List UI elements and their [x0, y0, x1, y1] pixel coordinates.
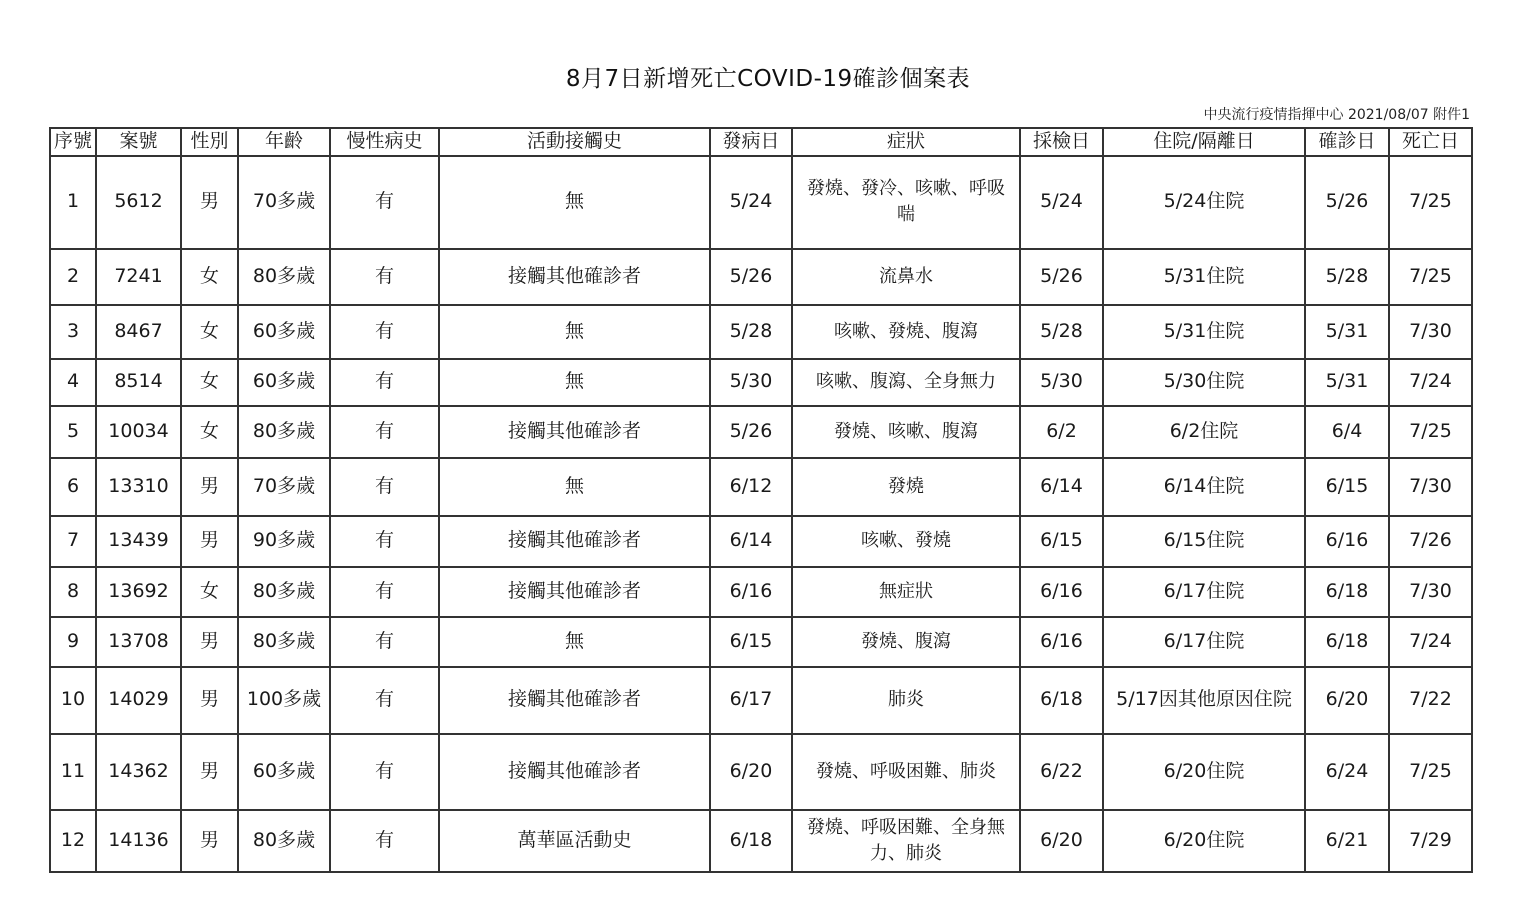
- cell-contact: 無: [439, 617, 710, 667]
- cell-death: 7/25: [1389, 734, 1472, 810]
- cell-onset: 6/12: [710, 458, 792, 516]
- header-hospital: 住院/隔離日: [1103, 128, 1305, 156]
- cell-death: 7/26: [1389, 516, 1472, 567]
- cell-chronic: 有: [330, 249, 439, 305]
- cell-seq: 3: [50, 305, 96, 359]
- cell-confirmed: 5/31: [1305, 359, 1389, 406]
- cell-age: 70多歲: [238, 156, 330, 249]
- cell-chronic: 有: [330, 359, 439, 406]
- cell-symptoms: 發燒、腹瀉: [792, 617, 1020, 667]
- cell-case-no: 10034: [96, 406, 181, 458]
- cell-sampling: 6/20: [1020, 810, 1103, 872]
- cell-sampling: 6/16: [1020, 617, 1103, 667]
- cell-sampling: 5/24: [1020, 156, 1103, 249]
- cell-symptoms: 發燒、呼吸困難、全身無力、肺炎: [792, 810, 1020, 872]
- cell-case-no: 14136: [96, 810, 181, 872]
- cell-onset: 5/30: [710, 359, 792, 406]
- cell-sampling: 6/16: [1020, 567, 1103, 617]
- cell-onset: 5/26: [710, 406, 792, 458]
- cell-seq: 12: [50, 810, 96, 872]
- cell-death: 7/25: [1389, 406, 1472, 458]
- cell-chronic: 有: [330, 734, 439, 810]
- cell-confirmed: 6/21: [1305, 810, 1389, 872]
- cell-death: 7/30: [1389, 458, 1472, 516]
- header-case-no: 案號: [96, 128, 181, 156]
- cell-sex: 女: [181, 359, 238, 406]
- cell-hospital: 5/24住院: [1103, 156, 1305, 249]
- cell-symptoms: 發燒: [792, 458, 1020, 516]
- cell-case-no: 13310: [96, 458, 181, 516]
- table-row: [50, 156, 1472, 249]
- table-row: [50, 516, 1472, 567]
- cell-seq: 5: [50, 406, 96, 458]
- cell-hospital: 6/17住院: [1103, 567, 1305, 617]
- cell-sex: 男: [181, 810, 238, 872]
- cell-death: 7/30: [1389, 305, 1472, 359]
- cell-hospital: 6/2住院: [1103, 406, 1305, 458]
- cell-symptoms: 無症狀: [792, 567, 1020, 617]
- cell-sex: 男: [181, 516, 238, 567]
- cell-chronic: 有: [330, 406, 439, 458]
- cell-contact: 接觸其他確診者: [439, 249, 710, 305]
- cell-sampling: 6/18: [1020, 667, 1103, 734]
- cell-age: 80多歲: [238, 617, 330, 667]
- cell-symptoms: 咳嗽、發燒: [792, 516, 1020, 567]
- cell-symptoms: 發燒、咳嗽、腹瀉: [792, 406, 1020, 458]
- cell-death: 7/29: [1389, 810, 1472, 872]
- cell-sex: 女: [181, 406, 238, 458]
- cell-chronic: 有: [330, 156, 439, 249]
- table-row: [50, 305, 1472, 359]
- cell-contact: 無: [439, 359, 710, 406]
- cell-seq: 2: [50, 249, 96, 305]
- cell-chronic: 有: [330, 810, 439, 872]
- cell-sex: 男: [181, 156, 238, 249]
- cell-age: 70多歲: [238, 458, 330, 516]
- cell-contact: 無: [439, 305, 710, 359]
- table-row: [50, 810, 1472, 872]
- cell-confirmed: 6/18: [1305, 567, 1389, 617]
- cell-chronic: 有: [330, 667, 439, 734]
- cell-age: 100多歲: [238, 667, 330, 734]
- death-cases-table: [49, 127, 1473, 873]
- cell-confirmed: 5/28: [1305, 249, 1389, 305]
- cell-death: 7/30: [1389, 567, 1472, 617]
- cell-case-no: 8514: [96, 359, 181, 406]
- cell-contact: 接觸其他確診者: [439, 667, 710, 734]
- cell-hospital: 6/20住院: [1103, 810, 1305, 872]
- cell-sex: 男: [181, 667, 238, 734]
- cell-hospital: 5/17因其他原因住院: [1103, 667, 1305, 734]
- cell-chronic: 有: [330, 458, 439, 516]
- cell-symptoms: 咳嗽、腹瀉、全身無力: [792, 359, 1020, 406]
- cell-age: 80多歲: [238, 406, 330, 458]
- cell-hospital: 5/30住院: [1103, 359, 1305, 406]
- cell-onset: 6/17: [710, 667, 792, 734]
- header-sex: 性別: [181, 128, 238, 156]
- header-contact: 活動接觸史: [439, 128, 710, 156]
- document-title: 8月7日新增死亡COVID-19確診個案表: [565, 66, 971, 92]
- cell-sampling: 6/15: [1020, 516, 1103, 567]
- header-sampling: 採檢日: [1020, 128, 1103, 156]
- cell-contact: 接觸其他確診者: [439, 734, 710, 810]
- cell-contact: 接觸其他確診者: [439, 567, 710, 617]
- cell-seq: 4: [50, 359, 96, 406]
- cell-age: 80多歲: [238, 810, 330, 872]
- cell-confirmed: 6/15: [1305, 458, 1389, 516]
- cell-chronic: 有: [330, 305, 439, 359]
- cell-sex: 男: [181, 458, 238, 516]
- cell-case-no: 13692: [96, 567, 181, 617]
- cell-confirmed: 6/16: [1305, 516, 1389, 567]
- header-symptoms: 症狀: [792, 128, 1020, 156]
- cell-chronic: 有: [330, 617, 439, 667]
- header-confirmed: 確診日: [1305, 128, 1389, 156]
- cell-case-no: 7241: [96, 249, 181, 305]
- cell-onset: 6/18: [710, 810, 792, 872]
- cell-onset: 6/14: [710, 516, 792, 567]
- cell-age: 60多歲: [238, 305, 330, 359]
- cell-hospital: 6/17住院: [1103, 617, 1305, 667]
- table-row: [50, 734, 1472, 810]
- cell-death: 7/22: [1389, 667, 1472, 734]
- cell-symptoms: 發燒、發冷、咳嗽、呼吸喘: [792, 156, 1020, 249]
- cell-symptoms: 肺炎: [792, 667, 1020, 734]
- header-chronic: 慢性病史: [330, 128, 439, 156]
- cell-onset: 5/24: [710, 156, 792, 249]
- cell-death: 7/25: [1389, 156, 1472, 249]
- cell-seq: 6: [50, 458, 96, 516]
- cell-case-no: 8467: [96, 305, 181, 359]
- cell-seq: 7: [50, 516, 96, 567]
- cell-contact: 接觸其他確診者: [439, 406, 710, 458]
- cell-contact: 接觸其他確診者: [439, 516, 710, 567]
- cell-case-no: 13439: [96, 516, 181, 567]
- header-age: 年齡: [238, 128, 330, 156]
- cell-symptoms: 咳嗽、發燒、腹瀉: [792, 305, 1020, 359]
- cell-sex: 女: [181, 305, 238, 359]
- cell-case-no: 13708: [96, 617, 181, 667]
- cell-sampling: 5/28: [1020, 305, 1103, 359]
- cell-death: 7/24: [1389, 617, 1472, 667]
- cell-sex: 男: [181, 617, 238, 667]
- cell-sex: 男: [181, 734, 238, 810]
- cell-hospital: 6/14住院: [1103, 458, 1305, 516]
- document-source-note: 中央流行疫情指揮中心 2021/08/07 附件1: [1203, 107, 1470, 123]
- cell-contact: 無: [439, 458, 710, 516]
- cell-seq: 1: [50, 156, 96, 249]
- cell-seq: 10: [50, 667, 96, 734]
- table-row: [50, 617, 1472, 667]
- cell-age: 90多歲: [238, 516, 330, 567]
- cell-case-no: 14029: [96, 667, 181, 734]
- cell-confirmed: 6/24: [1305, 734, 1389, 810]
- cell-seq: 8: [50, 567, 96, 617]
- cell-hospital: 6/20住院: [1103, 734, 1305, 810]
- cell-contact: 無: [439, 156, 710, 249]
- cell-confirmed: 6/20: [1305, 667, 1389, 734]
- cell-sampling: 6/14: [1020, 458, 1103, 516]
- cell-symptoms: 發燒、呼吸困難、肺炎: [792, 734, 1020, 810]
- cell-chronic: 有: [330, 516, 439, 567]
- cell-age: 60多歲: [238, 359, 330, 406]
- cell-case-no: 14362: [96, 734, 181, 810]
- cell-case-no: 5612: [96, 156, 181, 249]
- table-row: [50, 406, 1472, 458]
- cell-onset: 5/28: [710, 305, 792, 359]
- cell-seq: 11: [50, 734, 96, 810]
- cell-death: 7/25: [1389, 249, 1472, 305]
- cell-contact: 萬華區活動史: [439, 810, 710, 872]
- cell-death: 7/24: [1389, 359, 1472, 406]
- cell-sampling: 6/22: [1020, 734, 1103, 810]
- header-death: 死亡日: [1389, 128, 1472, 156]
- cell-symptoms: 流鼻水: [792, 249, 1020, 305]
- cell-confirmed: 6/18: [1305, 617, 1389, 667]
- table-row: [50, 567, 1472, 617]
- cell-hospital: 5/31住院: [1103, 305, 1305, 359]
- cell-sex: 女: [181, 249, 238, 305]
- table-row: [50, 249, 1472, 305]
- header-onset: 發病日: [710, 128, 792, 156]
- table-row: [50, 359, 1472, 406]
- cell-confirmed: 6/4: [1305, 406, 1389, 458]
- cell-onset: 6/15: [710, 617, 792, 667]
- cell-onset: 5/26: [710, 249, 792, 305]
- table-header-row: [50, 128, 1472, 156]
- table-row: [50, 458, 1472, 516]
- cell-sampling: 6/2: [1020, 406, 1103, 458]
- table-row: [50, 667, 1472, 734]
- cell-confirmed: 5/26: [1305, 156, 1389, 249]
- header-seq: 序號: [50, 128, 96, 156]
- cell-sampling: 5/30: [1020, 359, 1103, 406]
- cell-age: 60多歲: [238, 734, 330, 810]
- cell-chronic: 有: [330, 567, 439, 617]
- cell-age: 80多歲: [238, 249, 330, 305]
- cell-hospital: 6/15住院: [1103, 516, 1305, 567]
- cell-seq: 9: [50, 617, 96, 667]
- cell-onset: 6/20: [710, 734, 792, 810]
- cell-sex: 女: [181, 567, 238, 617]
- cell-onset: 6/16: [710, 567, 792, 617]
- cell-hospital: 5/31住院: [1103, 249, 1305, 305]
- cell-age: 80多歲: [238, 567, 330, 617]
- cell-confirmed: 5/31: [1305, 305, 1389, 359]
- cell-sampling: 5/26: [1020, 249, 1103, 305]
